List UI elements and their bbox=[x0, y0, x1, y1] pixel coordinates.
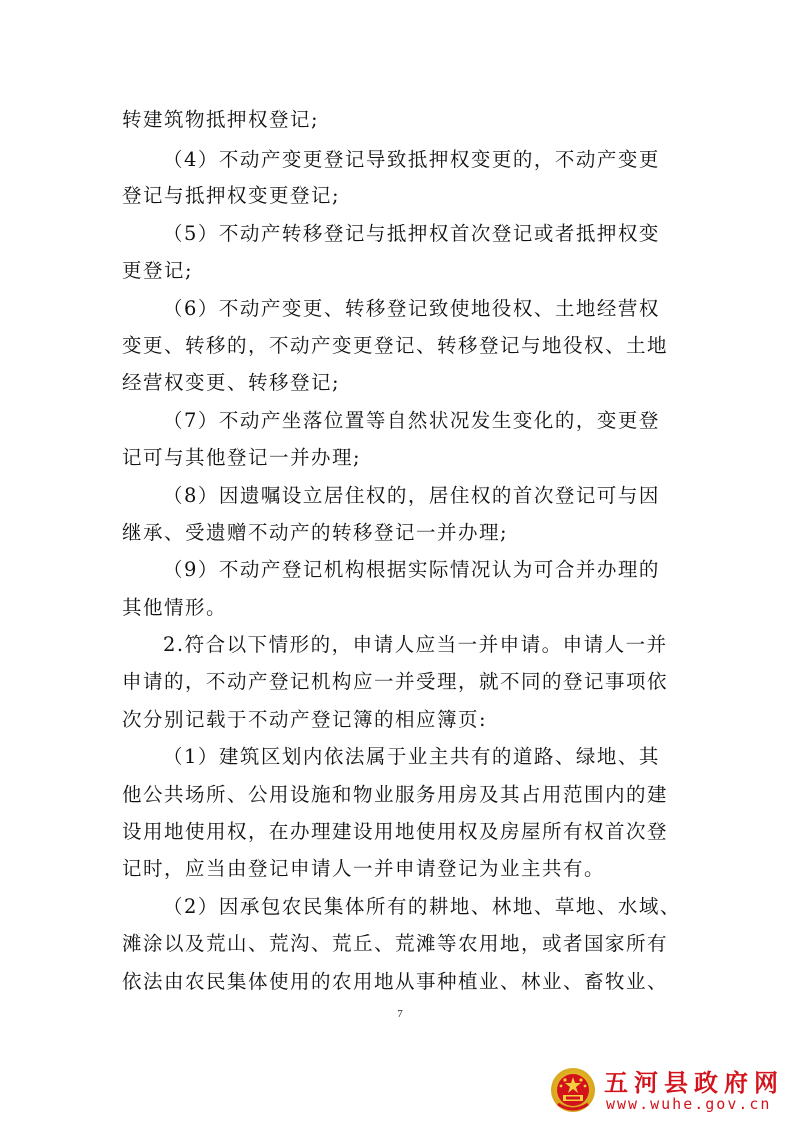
text-line: 登记与抵押权变更登记; bbox=[122, 184, 341, 207]
text-line: （4）不动产变更登记导致抵押权变更的，不动产变更 bbox=[163, 148, 660, 171]
text-line: 转建筑物抵押权登记; bbox=[122, 108, 320, 131]
text-line: 2.符合以下情形的，申请人应当一并申请。申请人一并 bbox=[163, 633, 668, 656]
text-line: 记可与其他登记一并办理; bbox=[122, 446, 362, 469]
site-url: www.wuhe.gov.cn bbox=[606, 1095, 772, 1113]
text-line: （1）建筑区划内依法属于业主共有的道路、绿地、其 bbox=[163, 745, 660, 768]
site-name: 五河县政府网 bbox=[604, 1069, 784, 1097]
text-line: 经营权变更、转移登记; bbox=[122, 371, 341, 394]
text-line: （8）因遗嘱设立居住权的，居住权的首次登记可与因 bbox=[163, 484, 660, 507]
page-number: 7 bbox=[397, 1008, 403, 1020]
text-line: （9）不动产登记机构根据实际情况认为可合并办理的 bbox=[163, 558, 660, 581]
text-line: （6）不动产变更、转移登记致使地役权、土地经营权 bbox=[163, 297, 660, 320]
national-emblem-icon bbox=[548, 1066, 598, 1116]
text-line: 他公共场所、公用设施和物业服务用房及其占用范围内的建 bbox=[122, 783, 669, 806]
site-watermark[interactable] bbox=[548, 1063, 793, 1123]
text-line: （2）因承包农民集体所有的耕地、林地、草地、水域、 bbox=[163, 895, 681, 918]
text-line: 记时，应当由登记申请人一并申请登记为业主共有。 bbox=[122, 857, 606, 880]
text-line: 申请的，不动产登记机构应一并受理，就不同的登记事项依 bbox=[122, 670, 669, 693]
text-line: 其他情形。 bbox=[122, 596, 228, 619]
text-line: （5）不动产转移登记与抵押权首次登记或者抵押权变 bbox=[163, 222, 660, 245]
text-line: 变更、转移的，不动产变更登记、转移登记与地役权、土地 bbox=[122, 334, 669, 357]
text-line: 设用地使用权，在办理建设用地使用权及房屋所有权首次登 bbox=[122, 820, 669, 843]
text-line: （7）不动产坐落位置等自然状况发生变化的，变更登 bbox=[163, 409, 660, 432]
text-line: 继承、受遗赠不动产的转移登记一并办理; bbox=[122, 521, 509, 544]
text-line: 次分别记载于不动产登记簿的相应簿页: bbox=[122, 708, 488, 731]
text-line: 滩涂以及荒山、荒沟、荒丘、荒滩等农用地，或者国家所有 bbox=[122, 932, 669, 955]
text-line: 依法由农民集体使用的农用地从事种植业、林业、畜牧业、 bbox=[122, 970, 669, 993]
text-line: 更登记; bbox=[122, 259, 194, 282]
